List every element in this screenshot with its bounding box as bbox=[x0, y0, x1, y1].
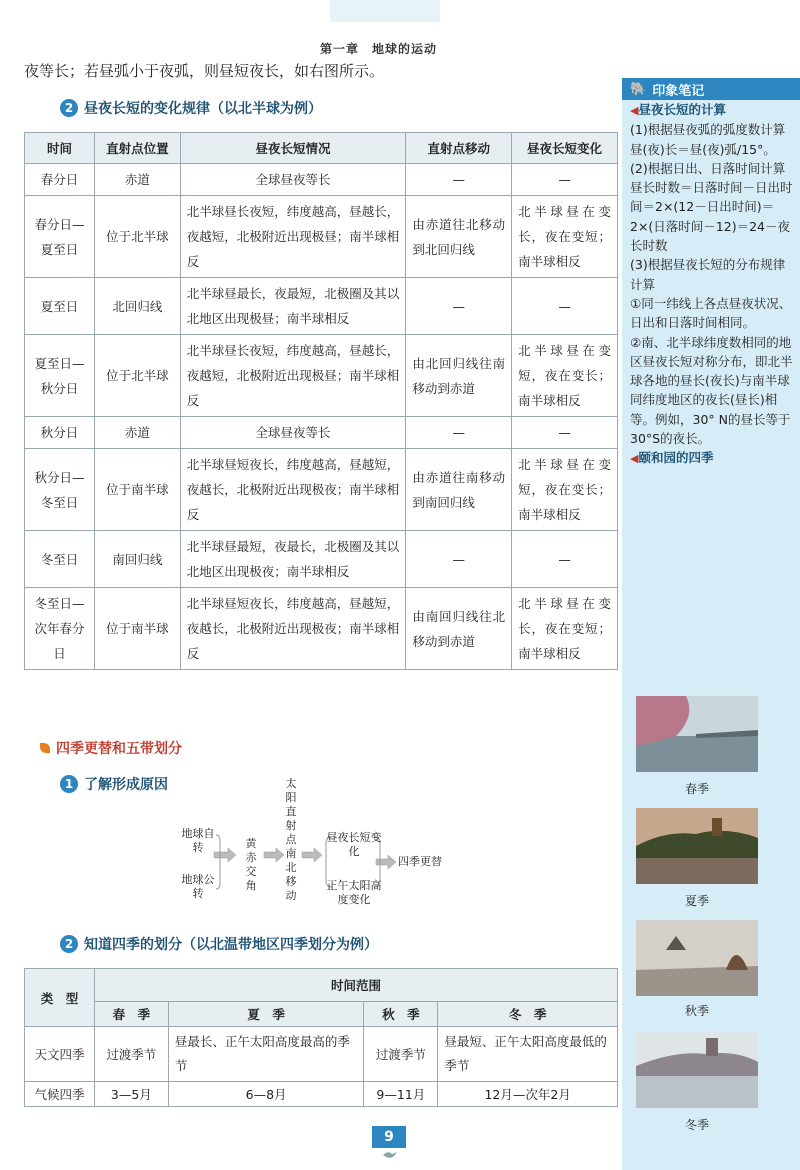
range-header: 时间范围 bbox=[94, 969, 617, 1002]
notes-sidebar bbox=[622, 78, 800, 1170]
header-cell: 直射点位置 bbox=[94, 133, 180, 164]
subsection-number: 2 bbox=[60, 935, 78, 953]
sidebar-notes bbox=[630, 100, 796, 469]
section-heading bbox=[60, 98, 322, 118]
intro-text: 夜等长；若昼弧小于夜弧，则昼短夜长，如右图所示。 bbox=[24, 62, 385, 80]
situation-cell: 全球昼夜等长 bbox=[180, 164, 406, 196]
note-paragraph: ①同一纬线上各点昼夜状况、日出和日落时间相同。 bbox=[630, 295, 792, 331]
note-subheading-text: 昼夜长短的计算 bbox=[638, 102, 726, 117]
move-cell: 由北回归线往南移动到赤道 bbox=[406, 335, 512, 417]
photo-caption: 春季 bbox=[684, 782, 709, 796]
change-cell: — bbox=[512, 417, 618, 449]
situation-cell: 全球昼夜等长 bbox=[180, 417, 406, 449]
note-paragraph: (1)根据昼夜弧的弧度数计算 bbox=[630, 122, 786, 138]
note-subheading-text: 颐和园的四季 bbox=[638, 450, 714, 466]
season-table bbox=[24, 968, 618, 1107]
subsection-heading bbox=[60, 774, 168, 794]
spring-photo bbox=[636, 696, 758, 772]
type-cell: 气候四季 bbox=[25, 1082, 95, 1107]
table-row bbox=[25, 196, 618, 278]
subsection-heading bbox=[60, 934, 378, 954]
time-cell: 秋分日 bbox=[25, 417, 95, 449]
table-header-row bbox=[25, 1002, 618, 1027]
type-cell: 天文四季 bbox=[25, 1027, 95, 1082]
note-paragraph: ②南、北半球纬度数相同的地区昼夜长短对称分布，即北半球各地的昼长(夜长)与南半球同纬度地区的夜长(昼长)相等。例如，30° N的昼长等于30°S的夜长。 bbox=[630, 334, 793, 447]
table-row bbox=[25, 417, 618, 449]
change-cell: 北半球昼在变短，夜在变长；南半球相反 bbox=[512, 335, 618, 417]
label-sun-move: 太阳直射点南北移动 bbox=[285, 777, 297, 902]
header-cell: 时间 bbox=[25, 133, 95, 164]
position-cell: 位于南半球 bbox=[94, 588, 180, 670]
note-paragraph: 昼(夜)长＝昼(夜)弧/15°。 bbox=[630, 141, 776, 157]
top-decor-band bbox=[330, 0, 440, 22]
season-header: 冬 季 bbox=[438, 1002, 618, 1027]
label-sunheight: 正午太阳高度变化 bbox=[326, 879, 382, 906]
note-subheading bbox=[630, 448, 796, 468]
situation-cell: 北半球昼长夜短，纬度越高，昼越长，夜越短，北极附近出现极昼；南半球相反 bbox=[180, 196, 406, 278]
label-result: 四季更替 bbox=[398, 855, 442, 868]
subsection-title: 知道四季的划分（以北温带地区四季划分为例） bbox=[84, 937, 378, 953]
autumn-photo bbox=[636, 920, 758, 996]
position-cell: 位于北半球 bbox=[94, 196, 180, 278]
label-obliquity: 黄赤交角 bbox=[245, 837, 257, 892]
label-rotation: 地球自转 bbox=[181, 827, 215, 854]
table-row bbox=[25, 531, 618, 588]
spring-cell: 3—5月 bbox=[94, 1082, 168, 1107]
header-cell: 昼夜长短变化 bbox=[512, 133, 618, 164]
autumn-cell: 9—11月 bbox=[364, 1082, 438, 1107]
header-cell: 昼夜长短情况 bbox=[180, 133, 406, 164]
daylength-table bbox=[24, 132, 618, 670]
type-header: 类 型 bbox=[25, 969, 95, 1027]
situation-cell: 北半球昼最长，夜最短，北极圈及其以北地区出现极昼；南半球相反 bbox=[180, 278, 406, 335]
move-cell: 由赤道往南移动到南回归线 bbox=[406, 449, 512, 531]
season-header: 秋 季 bbox=[364, 1002, 438, 1027]
time-cell: 秋分日—冬至日 bbox=[25, 449, 95, 531]
photo-caption: 夏季 bbox=[684, 894, 709, 908]
spring-cell: 过渡季节 bbox=[94, 1027, 168, 1082]
header-cell: 直射点移动 bbox=[406, 133, 512, 164]
situation-cell: 北半球昼短夜长，纬度越高，昼越短，夜越长，北极附近出现极夜；南半球相反 bbox=[180, 449, 406, 531]
table-row bbox=[25, 335, 618, 417]
table-row bbox=[25, 1027, 618, 1082]
arrow-icon bbox=[214, 848, 236, 862]
position-cell: 位于南半球 bbox=[94, 449, 180, 531]
summer-photo bbox=[636, 808, 758, 884]
table-header-row bbox=[25, 969, 618, 1002]
label-daylength: 昼夜长短变化 bbox=[326, 831, 382, 858]
time-cell: 冬至日 bbox=[25, 531, 95, 588]
time-cell: 春分日 bbox=[25, 164, 95, 196]
chapter-header: 第一章 地球的运动 bbox=[320, 42, 438, 56]
position-cell: 南回归线 bbox=[94, 531, 180, 588]
page-number: 9 bbox=[372, 1126, 406, 1148]
winter-cell: 12月—次年2月 bbox=[438, 1082, 618, 1107]
move-cell: 由南回归线往北移动到赤道 bbox=[406, 588, 512, 670]
move-cell: — bbox=[406, 164, 512, 196]
change-cell: — bbox=[512, 164, 618, 196]
season-header: 春 季 bbox=[94, 1002, 168, 1027]
sidebar-title: 印象笔记 bbox=[652, 83, 705, 99]
main-section-heading bbox=[40, 738, 182, 758]
position-cell: 北回归线 bbox=[94, 278, 180, 335]
table-header-row bbox=[25, 133, 618, 164]
triangle-icon: ◀ bbox=[630, 104, 639, 117]
move-cell: — bbox=[406, 417, 512, 449]
move-cell: — bbox=[406, 531, 512, 588]
position-cell: 赤道 bbox=[94, 417, 180, 449]
time-cell: 冬至日—次年春分日 bbox=[25, 588, 95, 670]
time-cell: 夏至日 bbox=[25, 278, 95, 335]
summer-cell: 昼最长、正午太阳高度最高的季节 bbox=[168, 1027, 364, 1082]
main-section-title: 四季更替和五带划分 bbox=[56, 741, 182, 757]
triangle-icon: ◀ bbox=[630, 452, 639, 466]
time-cell: 春分日—夏至日 bbox=[25, 196, 95, 278]
table-row bbox=[25, 449, 618, 531]
time-cell: 夏至日—秋分日 bbox=[25, 335, 95, 417]
season-header: 夏 季 bbox=[168, 1002, 364, 1027]
bird-icon bbox=[382, 1150, 398, 1160]
change-cell: — bbox=[512, 278, 618, 335]
winter-cell: 昼最短、正午太阳高度最低的季节 bbox=[438, 1027, 618, 1082]
situation-cell: 北半球昼最短，夜最长，北极圈及其以北地区出现极夜；南半球相反 bbox=[180, 531, 406, 588]
label-revolution: 地球公转 bbox=[181, 873, 215, 900]
subsection-title: 了解形成原因 bbox=[84, 777, 168, 793]
section-number: 2 bbox=[60, 99, 78, 117]
summer-cell: 6—8月 bbox=[168, 1082, 364, 1107]
leaf-icon bbox=[40, 743, 50, 753]
note-paragraph: (2)根据日出、日落时间计算 bbox=[630, 160, 786, 176]
change-cell: 北半球昼在变短，夜在变长；南半球相反 bbox=[512, 449, 618, 531]
winter-photo bbox=[636, 1032, 758, 1108]
table-row bbox=[25, 164, 618, 196]
season-cause-diagram bbox=[180, 777, 480, 925]
note-paragraph: (3)根据昼夜长短的分布规律计算 bbox=[630, 257, 786, 292]
photo-caption: 秋季 bbox=[684, 1004, 709, 1018]
change-cell: 北半球昼在变长，夜在变短；南半球相反 bbox=[512, 588, 618, 670]
note-paragraph: 昼长时数＝日落时间－日出时间＝2×(12－日出时间)＝2×(日落时间－12)＝24－夜长时数 bbox=[630, 180, 793, 254]
photo-caption: 冬季 bbox=[684, 1118, 709, 1132]
arrow-icon bbox=[264, 848, 284, 862]
change-cell: 北半球昼在变长，夜在变短；南半球相反 bbox=[512, 196, 618, 278]
elephant-icon: 🐘 bbox=[630, 81, 647, 97]
arrow-icon bbox=[302, 848, 322, 862]
note-subheading bbox=[630, 100, 796, 120]
situation-cell: 北半球昼短夜长，纬度越高，昼越短，夜越长，北极附近出现极夜；南半球相反 bbox=[180, 588, 406, 670]
table-row bbox=[25, 588, 618, 670]
move-cell: — bbox=[406, 278, 512, 335]
table-row bbox=[25, 278, 618, 335]
move-cell: 由赤道往北移动到北回归线 bbox=[406, 196, 512, 278]
autumn-cell: 过渡季节 bbox=[364, 1027, 438, 1082]
section-title: 昼夜长短的变化规律（以北半球为例） bbox=[84, 101, 322, 117]
sidebar-header bbox=[622, 78, 800, 100]
position-cell: 位于北半球 bbox=[94, 335, 180, 417]
change-cell: — bbox=[512, 531, 618, 588]
situation-cell: 北半球昼长夜短，纬度越高，昼越长，夜越短，北极附近出现极昼；南半球相反 bbox=[180, 335, 406, 417]
position-cell: 赤道 bbox=[94, 164, 180, 196]
table-row bbox=[25, 1082, 618, 1107]
subsection-number: 1 bbox=[60, 775, 78, 793]
